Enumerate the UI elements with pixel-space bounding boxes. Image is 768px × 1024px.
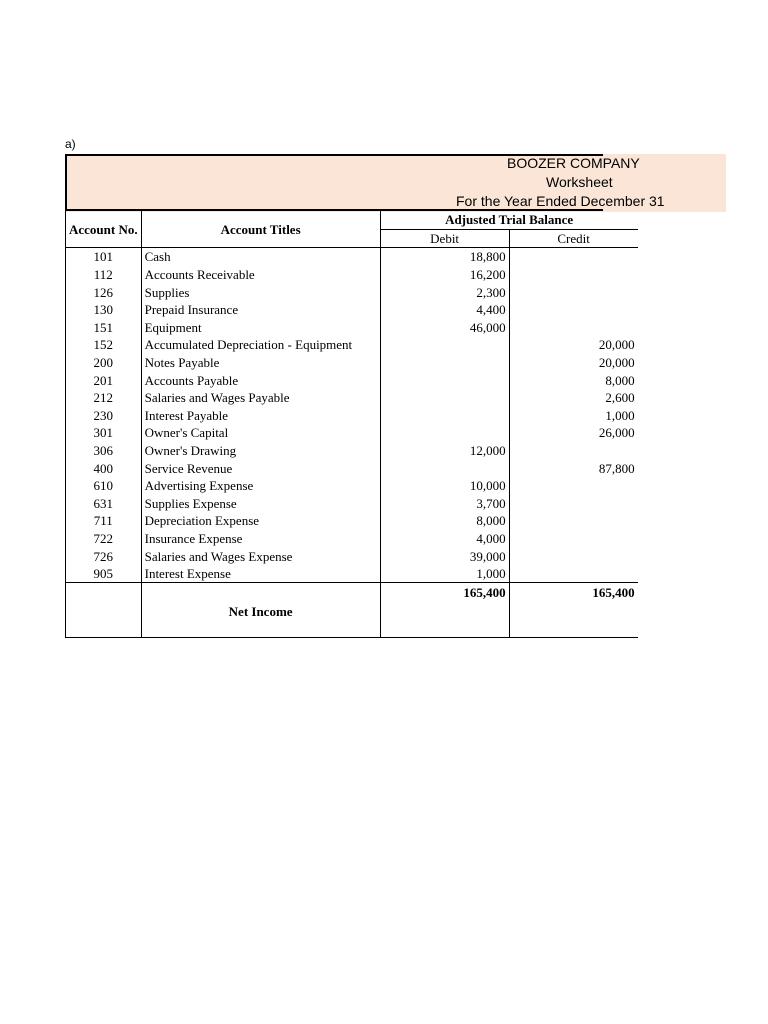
credit-value <box>509 547 638 565</box>
table-row <box>66 477 638 495</box>
table-row <box>66 248 638 266</box>
col-debit-header: Debit <box>380 229 509 248</box>
account-rows <box>66 248 638 583</box>
col-account-titles-header: Account Titles <box>141 211 380 248</box>
totals-no <box>66 583 142 601</box>
account-title: Salaries and Wages Payable <box>141 389 380 407</box>
worksheet-table <box>65 211 638 638</box>
account-no: 726 <box>66 547 142 565</box>
account-title: Prepaid Insurance <box>141 301 380 319</box>
account-title: Salaries and Wages Expense <box>141 547 380 565</box>
debit-value <box>380 354 509 372</box>
credit-value: 8,000 <box>605 372 635 388</box>
table-row <box>66 424 638 442</box>
account-title: Equipment <box>141 319 380 337</box>
account-no: 151 <box>66 319 142 337</box>
worksheet-title: Worksheet <box>546 174 613 190</box>
account-title: Notes Payable <box>141 354 380 372</box>
account-no: 230 <box>66 407 142 425</box>
account-title: Cash <box>141 248 380 266</box>
net-income-row <box>66 601 638 638</box>
account-no: 201 <box>66 371 142 389</box>
credit-value <box>509 530 638 548</box>
net-income-no <box>66 601 142 638</box>
debit-value: 16,200 <box>380 266 509 284</box>
table-row <box>66 354 638 372</box>
debit-value: 4,400 <box>380 301 509 319</box>
account-title: Depreciation Expense <box>141 512 380 530</box>
debit-value: 4,000 <box>380 530 509 548</box>
col-group-header: Adjusted Trial Balance <box>380 211 638 229</box>
debit-value: 46,000 <box>380 319 509 337</box>
company-name: BOOZER COMPANY <box>507 155 640 171</box>
account-no: 126 <box>66 283 142 301</box>
table-row <box>66 407 638 425</box>
debit-value <box>380 389 509 407</box>
credit-value <box>509 477 638 495</box>
debit-value: 8,000 <box>380 512 509 530</box>
account-no: 101 <box>66 248 142 266</box>
account-no: 631 <box>66 495 142 513</box>
credit-value: 26,000 <box>598 425 635 441</box>
credit-value: 2,600 <box>605 390 635 406</box>
account-title: Accounts Receivable <box>141 266 380 284</box>
account-title: Interest Payable <box>141 407 380 425</box>
debit-value <box>380 424 509 442</box>
section-label: a) <box>65 137 76 151</box>
credit-value <box>509 512 638 530</box>
debit-value: 10,000 <box>380 477 509 495</box>
table-row <box>66 266 638 284</box>
debit-value: 12,000 <box>380 442 509 460</box>
account-no: 212 <box>66 389 142 407</box>
totals-row <box>66 583 638 601</box>
table-row <box>66 495 638 513</box>
table-row <box>66 512 638 530</box>
col-credit-header: Credit <box>557 230 590 246</box>
account-title: Owner's Drawing <box>141 442 380 460</box>
debit-value: 39,000 <box>380 547 509 565</box>
total-credit: 165,400 <box>509 583 638 601</box>
table-row <box>66 565 638 583</box>
account-title: Advertising Expense <box>141 477 380 495</box>
debit-value: 18,800 <box>380 248 509 266</box>
account-no: 200 <box>66 354 142 372</box>
credit-value <box>509 266 638 284</box>
credit-value <box>509 283 638 301</box>
credit-value: 20,000 <box>598 337 635 353</box>
debit-value <box>380 336 509 354</box>
net-income-label: Net Income <box>141 601 380 638</box>
table-row <box>66 442 638 460</box>
table-row <box>66 336 638 354</box>
table-row <box>66 283 638 301</box>
account-no: 400 <box>66 459 142 477</box>
credit-value <box>509 248 638 266</box>
credit-value <box>509 565 638 583</box>
total-debit: 165,400 <box>380 583 509 601</box>
account-title: Supplies Expense <box>141 495 380 513</box>
credit-value: 87,800 <box>598 460 635 476</box>
debit-value <box>380 371 509 389</box>
period-line: For the Year Ended December 31 <box>456 193 665 209</box>
credit-value: 1,000 <box>605 407 635 423</box>
account-no: 301 <box>66 424 142 442</box>
table-row <box>66 319 638 337</box>
account-no: 722 <box>66 530 142 548</box>
credit-value <box>509 319 638 337</box>
debit-value <box>380 459 509 477</box>
account-no: 130 <box>66 301 142 319</box>
credit-value <box>509 442 638 460</box>
table-row <box>66 389 638 407</box>
credit-value <box>509 301 638 319</box>
net-income-credit <box>509 601 638 638</box>
totals-title <box>141 583 380 601</box>
credit-value <box>509 495 638 513</box>
account-no: 112 <box>66 266 142 284</box>
account-title: Interest Expense <box>141 565 380 583</box>
account-title: Service Revenue <box>141 459 380 477</box>
debit-value: 1,000 <box>380 565 509 583</box>
credit-value: 20,000 <box>598 355 635 371</box>
account-title: Supplies <box>141 283 380 301</box>
table-row <box>66 547 638 565</box>
header-clip <box>65 154 665 212</box>
debit-value <box>380 407 509 425</box>
table-row <box>66 459 638 477</box>
table-row <box>66 301 638 319</box>
table-row <box>66 530 638 548</box>
account-title: Accumulated Depreciation - Equipment <box>141 336 380 354</box>
account-title: Owner's Capital <box>141 424 380 442</box>
account-no: 711 <box>66 512 142 530</box>
account-title: Accounts Payable <box>141 371 380 389</box>
account-no: 610 <box>66 477 142 495</box>
account-no: 152 <box>66 336 142 354</box>
net-income-debit <box>380 601 509 638</box>
debit-value: 3,700 <box>380 495 509 513</box>
col-account-no-header: Account No. <box>66 211 142 248</box>
account-no: 306 <box>66 442 142 460</box>
account-no: 905 <box>66 565 142 583</box>
table-row <box>66 371 638 389</box>
debit-value: 2,300 <box>380 283 509 301</box>
account-title: Insurance Expense <box>141 530 380 548</box>
